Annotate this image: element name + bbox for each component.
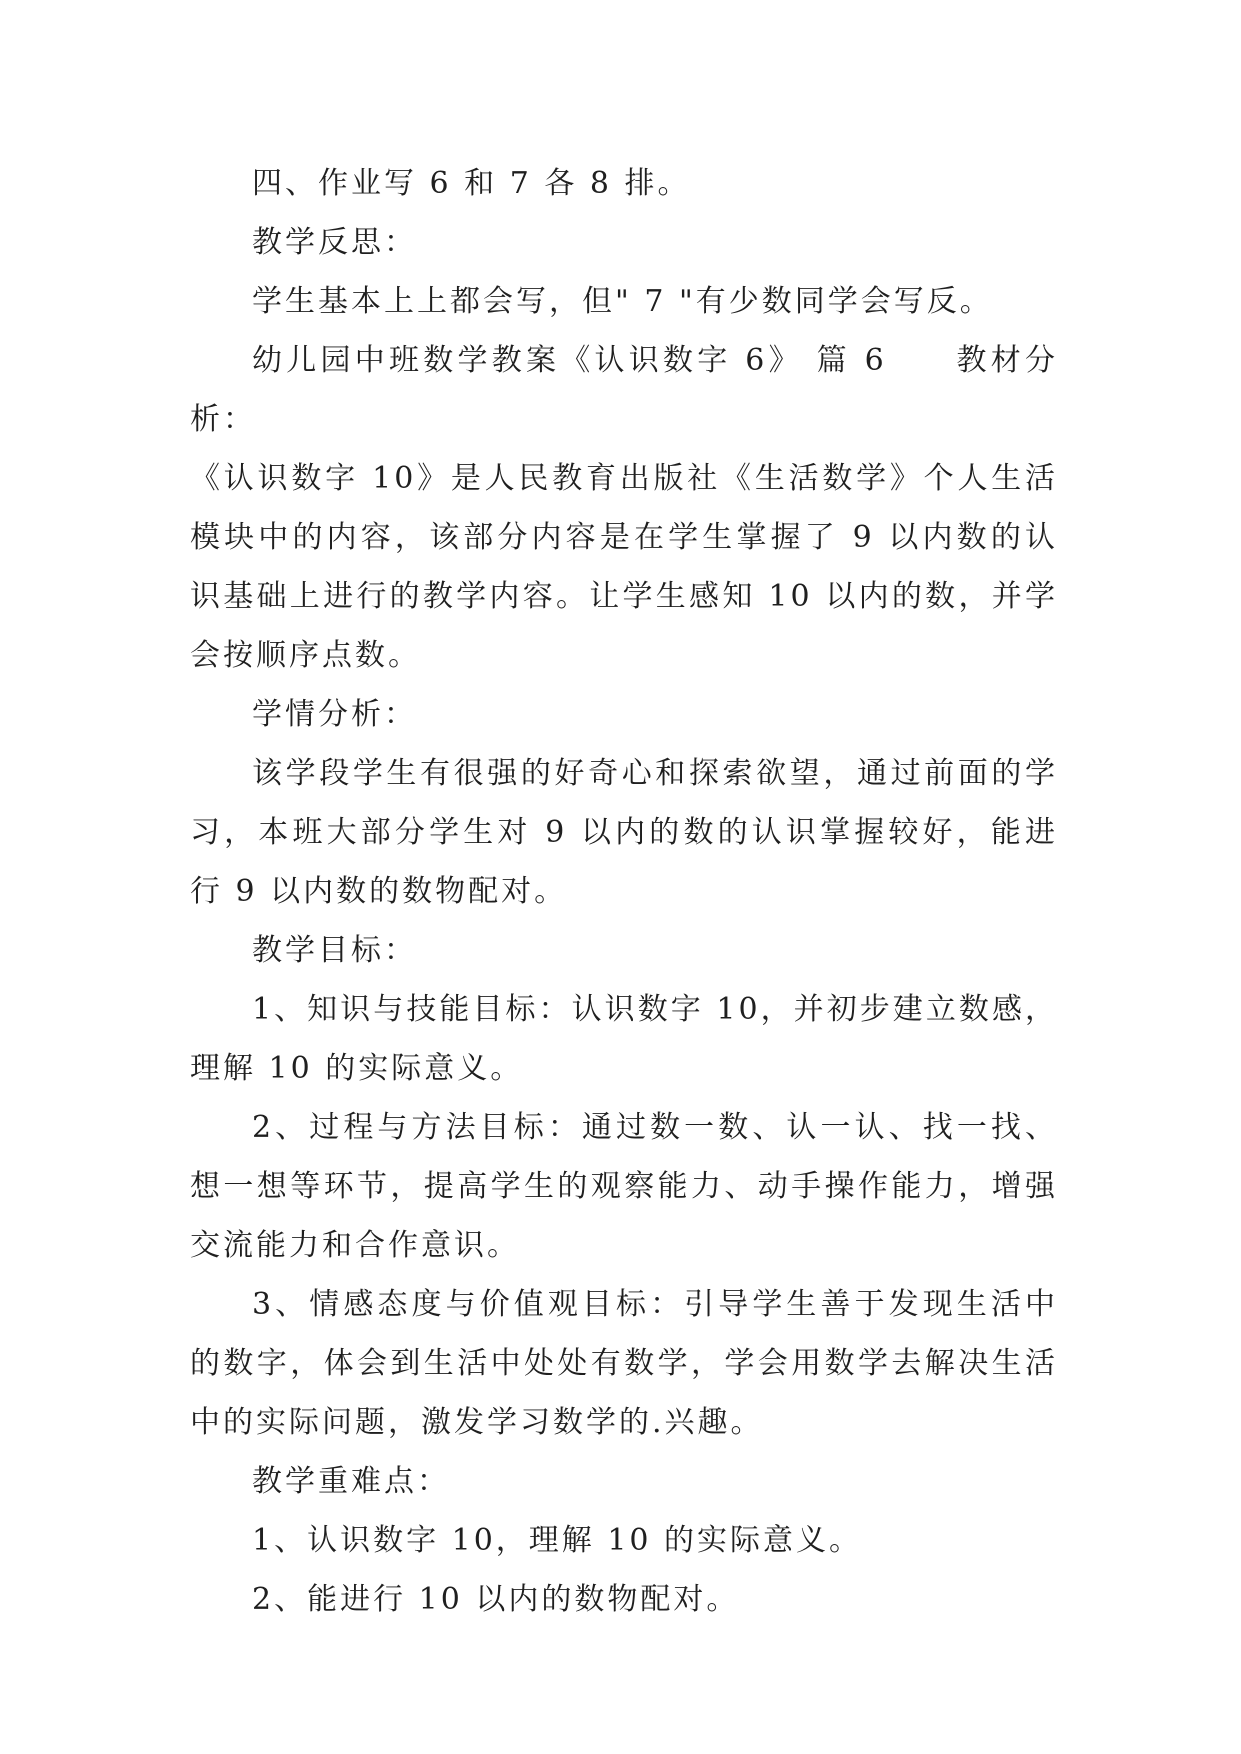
difficulty-item-2: 2、能进行 10 以内的数物配对。 bbox=[252, 1582, 740, 1617]
heading-teaching-goals: 教学目标： bbox=[252, 933, 417, 968]
document-body bbox=[190, 154, 1058, 1629]
paragraph-student-analysis: 该学段学生有很强的好奇心和探索欲望，通过前面的学习，本班大部分学生对 9 以内的数的认识掌握较好，能进行 9 以内数的数物配对。 bbox=[190, 756, 1058, 909]
paragraph-material-analysis: 《认识数字 10》是人民教育出版社《生活数学》个人生活模块中的内容，该部分内容是在学生掌握了 9 以内数的认识基础上进行的教学内容。让学生感知 10 以内的数，并学会按顺序点数。 bbox=[190, 461, 1058, 673]
difficulty-item-1: 1、认识数字 10，理解 10 的实际意义。 bbox=[252, 1523, 863, 1558]
goal-attitude-values: 3、情感态度与价值观目标：引导学生善于发现生活中的数字，体会到生活中处处有数学，学会用数学去解决生活中的实际问题，激发学习数学的.兴趣。 bbox=[190, 1287, 1058, 1440]
section-title-lesson-6: 幼儿园中班数学教案《认识数字 6》 篇 6 教材分析： bbox=[190, 343, 1058, 437]
heading-teaching-reflection: 教学反思： bbox=[252, 225, 417, 260]
goal-process-methods: 2、过程与方法目标：通过数一数、认一认、找一找、想一想等环节，提高学生的观察能力、动手操作能力，增强交流能力和合作意识。 bbox=[190, 1110, 1058, 1263]
paragraph-reflection: 学生基本上上都会写，但" 7 "有少数同学会写反。 bbox=[252, 284, 993, 319]
goal-knowledge-skills: 1、知识与技能目标：认识数字 10，并初步建立数感，理解 10 的实际意义。 bbox=[190, 992, 1058, 1086]
paragraph-homework: 四、作业写 6 和 7 各 8 排。 bbox=[252, 166, 691, 201]
heading-key-difficulties: 教学重难点： bbox=[252, 1464, 450, 1499]
heading-student-analysis: 学情分析： bbox=[252, 697, 417, 732]
